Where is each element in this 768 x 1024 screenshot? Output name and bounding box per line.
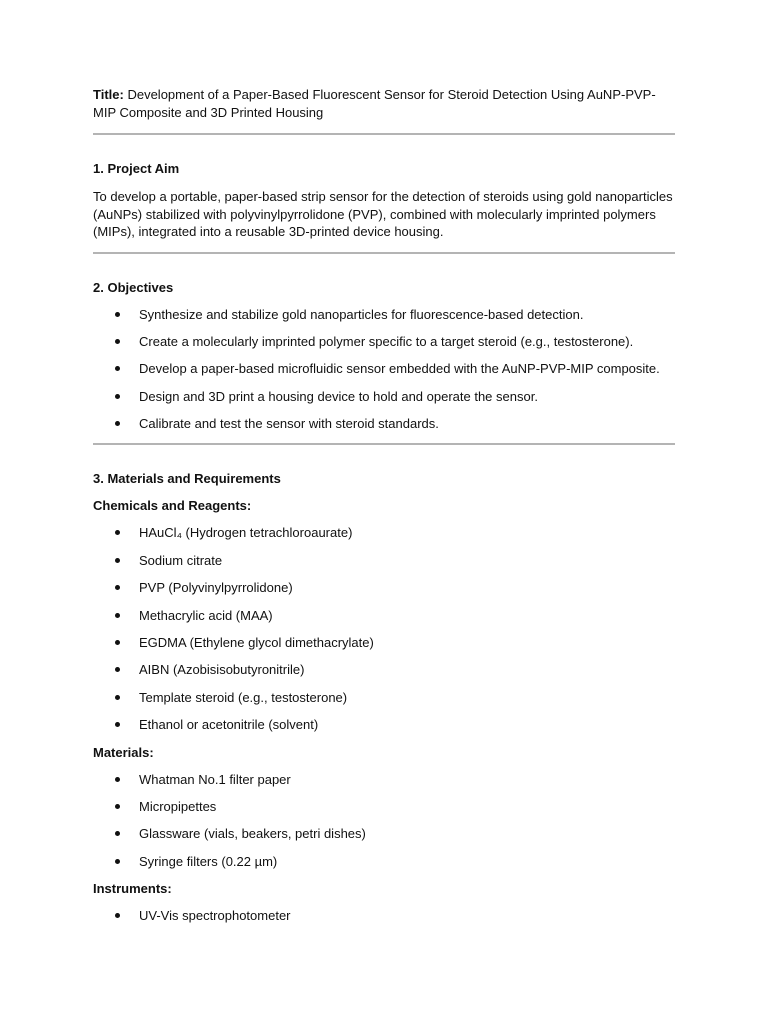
list-item: Sodium citrate [93,552,675,579]
bullet-icon [115,394,120,399]
objectives-list [93,306,675,443]
bullet-icon [115,530,120,535]
list-item: Create a molecularly imprinted polymer specific to a target steroid (e.g., testosterone). [93,333,675,360]
bullet-icon [115,804,120,809]
subheading-instruments: Instruments: [93,881,172,897]
list-item: Design and 3D print a housing device to hold and operate the sensor. [93,388,675,415]
bullet-icon [115,913,120,918]
bullet-icon [115,366,120,371]
bullet-icon [115,831,120,836]
bullet-icon [115,339,120,344]
divider-rule [93,252,675,254]
chemicals-list [93,524,675,743]
project-aim-paragraph: To develop a portable, paper-based strip sensor for the detection of steroids using gold nanoparticles (AuNPs) stabilized with polyvinylpyrrolidone (PVP), combined with molecularly imprinted polymers (MIPs), integrated into a reusable 3D-printed device housing. [93,189,673,239]
bullet-icon [115,695,120,700]
list-item: Template steroid (e.g., testosterone) [93,689,675,716]
section-heading-objectives: 2. Objectives [93,279,174,295]
bullet-icon [115,640,120,645]
divider-rule [93,443,675,445]
list-item: Syringe filters (0.22 µm) [93,853,675,880]
subheading-materials: Materials: [93,744,154,760]
list-item: Micropipettes [93,798,675,825]
list-item: AIBN (Azobisisobutyronitrile) [93,661,675,688]
divider-rule [93,133,675,135]
list-item: Glassware (vials, beakers, petri dishes) [93,825,675,852]
list-item: UV-Vis spectrophotometer [93,907,675,934]
section-heading-materials-requirements: 3. Materials and Requirements [93,471,281,487]
bullet-icon [115,667,120,672]
subheading-chemicals: Chemicals and Reagents: [93,498,252,514]
document-content [93,86,675,935]
list-item: Methacrylic acid (MAA) [93,607,675,634]
list-item: Ethanol or acetonitrile (solvent) [93,716,675,743]
section-heading-project-aim: 1. Project Aim [93,161,180,176]
list-item: Whatman No.1 filter paper [93,771,675,798]
title-text: Development of a Paper-Based Fluorescent Sensor for Steroid Detection Using AuNP-PVP-MIP Composite and 3D Printed Housing [93,87,656,120]
list-item: HAuCl₄ (Hydrogen tetrachloroaurate) [93,524,675,551]
list-item: Develop a paper-based microfluidic sensor embedded with the AuNP-PVP-MIP composite. [93,360,675,387]
bullet-icon [115,859,120,864]
bullet-icon [115,558,120,563]
document-title [93,86,675,122]
list-item: Synthesize and stabilize gold nanoparticles for fluorescence-based detection. [93,306,675,333]
bullet-icon [115,421,120,426]
bullet-icon [115,777,120,782]
bullet-icon [115,613,120,618]
materials-list [93,771,675,881]
list-item: EGDMA (Ethylene glycol dimethacrylate) [93,634,675,661]
bullet-icon [115,722,120,727]
instruments-list [93,907,675,934]
title-label: Title: [93,87,124,102]
list-item: Calibrate and test the sensor with steroid standards. [93,415,675,442]
list-item: PVP (Polyvinylpyrrolidone) [93,579,675,606]
bullet-icon [115,585,120,590]
bullet-icon [115,312,120,317]
